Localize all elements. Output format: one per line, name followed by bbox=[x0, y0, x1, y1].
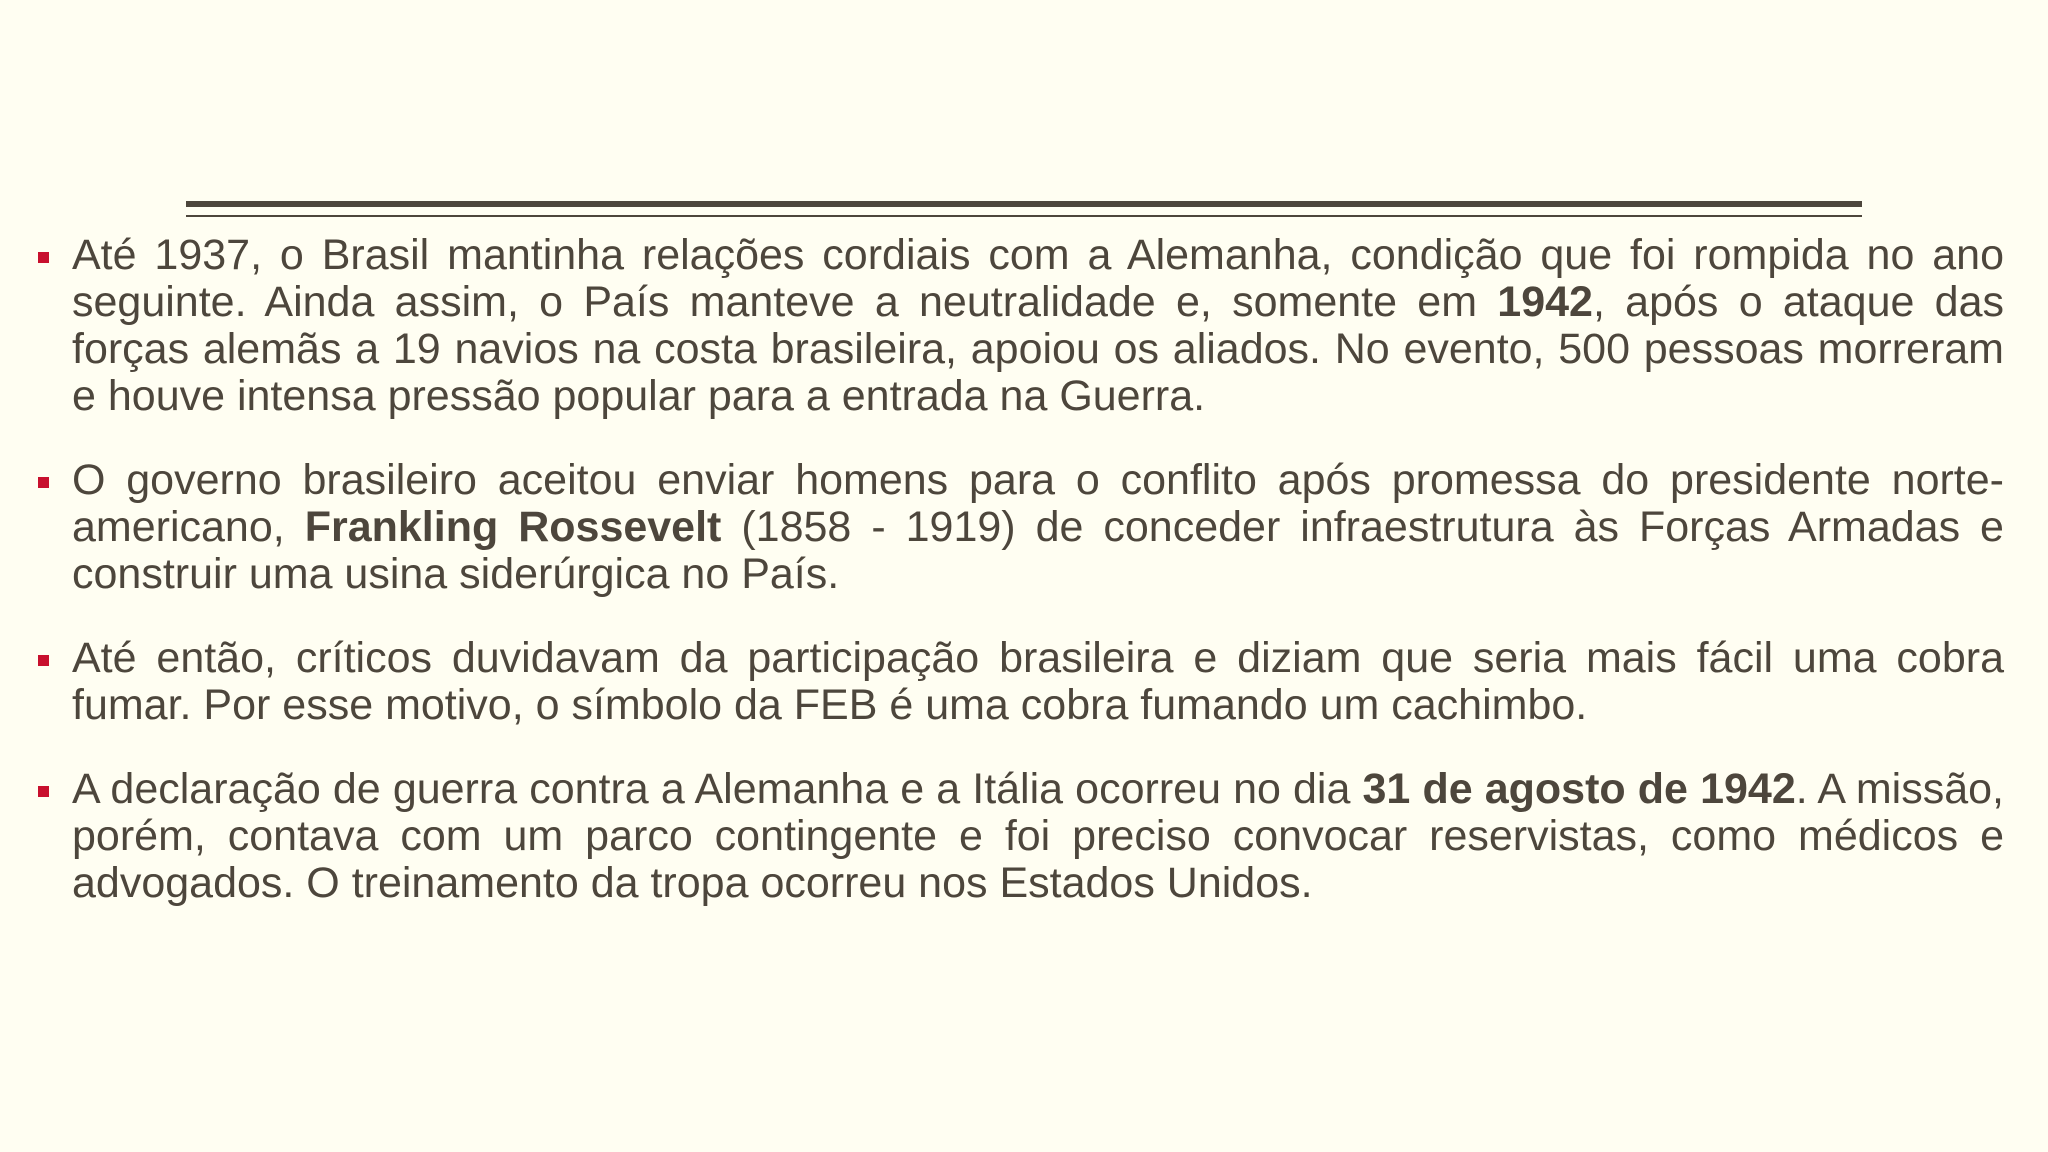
title-rule-thick bbox=[186, 201, 1862, 207]
bullet-square-icon bbox=[38, 477, 49, 488]
text-segment: , após o ataque das forças alemãs a 19 navios na costa brasileira, apoiou os aliados. No evento, 500 pessoas morreram e houve intensa pressão popular para a entrada na Guerra. bbox=[72, 278, 2004, 420]
bullet-item-2 bbox=[36, 457, 2004, 598]
bullet-item-4 bbox=[36, 766, 2004, 907]
bullet-list bbox=[36, 232, 2004, 944]
bullet-text bbox=[72, 765, 2004, 907]
bullet-item-1 bbox=[36, 232, 2004, 420]
bullet-text bbox=[72, 456, 2004, 598]
text-segment: A declaração de guerra contra a Alemanha e a Itália ocorreu no dia bbox=[72, 765, 1363, 813]
bullet-text bbox=[72, 634, 2004, 729]
bold-text-segment: 31 de agosto de 1942 bbox=[1362, 765, 1796, 813]
text-segment: . A missão, porém, contava com um parco contingente e foi preciso convocar reservistas, como médicos e advogados. O treinamento da tropa ocorreu nos Estados Unidos. bbox=[72, 765, 2004, 907]
text-segment: (1858 - 1919) de conceder infraestrutura às Forças Armadas e construir uma usina siderúrgica no País. bbox=[72, 503, 2004, 598]
bullet-item-3 bbox=[36, 635, 2004, 729]
text-segment: Até então, críticos duvidavam da participação brasileira e diziam que seria mais fácil uma cobra fumar. Por esse motivo, o símbolo da FEB é uma cobra fumando um cachimbo. bbox=[72, 634, 2004, 729]
text-segment: Até 1937, o Brasil mantinha relações cordiais com a Alemanha, condição que foi rompida no ano seguinte. Ainda assim, o País manteve a neutralidade e, somente em bbox=[72, 231, 2004, 326]
bullet-text bbox=[72, 231, 2004, 420]
bullet-square-icon bbox=[38, 252, 49, 263]
bold-text-segment: Frankling Rossevelt bbox=[304, 503, 722, 551]
bullet-square-icon bbox=[38, 786, 49, 797]
bold-text-segment: 1942 bbox=[1497, 278, 1593, 326]
text-segment: O governo brasileiro aceitou enviar homens para o conflito após promessa do presidente norte-americano, bbox=[72, 456, 2004, 551]
title-rule-thin bbox=[186, 215, 1862, 217]
bullet-square-icon bbox=[38, 655, 49, 666]
